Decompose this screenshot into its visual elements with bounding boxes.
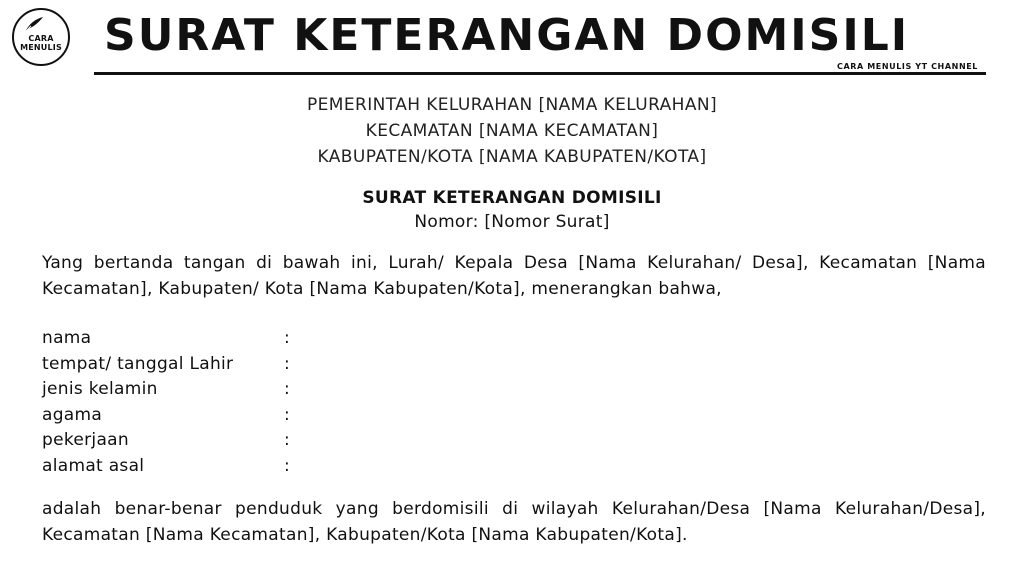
field-colon: : [284, 455, 291, 476]
field-label: agama [42, 404, 103, 425]
logo-text-line2: MENULIS [20, 43, 62, 52]
government-line-kecamatan: KECAMATAN [NAMA KECAMATAN] [365, 121, 659, 141]
government-line-kelurahan: PEMERINTAH KELURAHAN [NAMA KELURAHAN] [306, 95, 718, 115]
field-row-alamat-asal [42, 454, 442, 480]
field-row-pekerjaan [42, 428, 442, 454]
field-colon: : [284, 404, 291, 425]
document-title: SURAT KETERANGAN DOMISILI [362, 188, 662, 208]
field-label: alamat asal [42, 455, 145, 476]
field-label: pekerjaan [42, 430, 129, 451]
field-colon: : [284, 353, 291, 374]
header-divider [94, 72, 986, 75]
field-row-agama [42, 403, 442, 429]
document-number: Nomor: [Nomor Surat] [414, 212, 610, 232]
channel-logo [12, 8, 70, 66]
field-colon: : [284, 328, 291, 348]
government-header [0, 92, 1024, 170]
identity-fields [42, 326, 442, 480]
field-row-tempat-tanggal-lahir [42, 352, 442, 378]
field-label: nama [42, 328, 92, 348]
field-colon: : [284, 430, 291, 451]
field-label: jenis kelamin [42, 379, 158, 400]
government-line-kabupaten: KABUPATEN/KOTA [NAMA KABUPATEN/KOTA] [317, 147, 707, 167]
intro-paragraph: Yang bertanda tangan di bawah ini, Lurah/ Kepala Desa [Nama Kelurahan/ Desa], Kecamatan [Nama Kecamatan], Kabupaten/ Kota [Nama Kabupaten/Kota], menerangkan bahwa, [42, 253, 986, 299]
quill-icon [23, 16, 45, 34]
statement-paragraph: adalah benar-benar penduduk yang berdomisili di wilayah Kelurahan/Desa [Nama Kelurahan/Desa], Kecamatan [Nama Kecamatan], Kabupaten/Kota [Nama Kabupaten/Kota]. [42, 499, 986, 545]
field-colon: : [284, 379, 291, 400]
field-row-nama [42, 326, 442, 352]
page-title: SURAT KETERANGAN DOMISILI [104, 10, 910, 61]
channel-credit: CARA MENULIS YT CHANNEL [837, 62, 978, 71]
field-row-jenis-kelamin [42, 377, 442, 403]
logo-text-line1: CARA [28, 34, 54, 43]
field-label: tempat/ tanggal Lahir [42, 353, 234, 374]
